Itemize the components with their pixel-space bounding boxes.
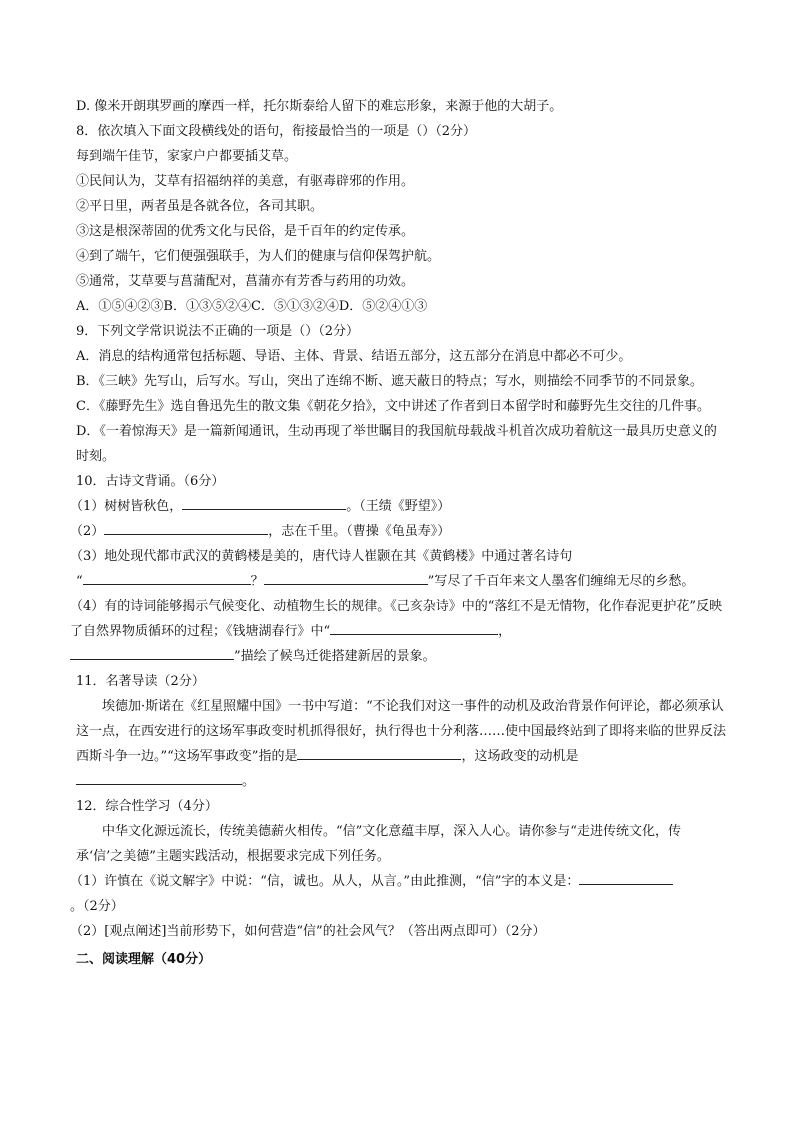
q9-option-a: A．消息的结构通常包括标题、导语、主体、背景、结语五部分，这五部分在消息中都必不可少。 bbox=[76, 349, 632, 364]
answer-blank[interactable] bbox=[297, 745, 461, 760]
q10-2-prefix: （2） bbox=[70, 524, 105, 539]
answer-blank[interactable] bbox=[83, 570, 251, 585]
q10-stem: 10．古诗文背诵。（6分） bbox=[76, 474, 225, 489]
q10-4-suffix: ”描绘了候鸟迁徙搭建新居的景象。 bbox=[234, 649, 436, 664]
document-page bbox=[70, 94, 727, 972]
answer-blank[interactable] bbox=[330, 620, 498, 635]
q11-text: 埃德加·斯诺在《红星照耀中国》一书中写道：“不论我们对这一事件的动机及政治背景作何评论，都必须承认这一点，在西安进行的这场军事政变时机抓得很好，执行得也十分利落……使中国最终站到了即将来临的世界反法西斯斗争一边。”“这场军事政变”指的是 bbox=[76, 699, 727, 764]
q12-1-suffix: 。（2分） bbox=[70, 899, 124, 914]
q10-4-line2 bbox=[70, 649, 436, 664]
q8-sentence-1: ①民间认为，艾草有招福纳祥的美意，有驱毒辟邪的作用。 bbox=[76, 174, 415, 189]
q12-task-1 bbox=[70, 869, 726, 919]
answer-blank[interactable] bbox=[76, 770, 242, 785]
open-quote: “ bbox=[76, 574, 83, 589]
answer-blank[interactable] bbox=[579, 870, 673, 885]
q10-4-text: （4）有的诗词能够揭示气候变化、动植物生长的规律。《己亥杂诗》中的“落红不是无情物，化作春泥更护花”反映了自然界物质循环的过程；《钱塘湖春行》中“ bbox=[70, 599, 723, 639]
q9-option-b: B．《三峡》先写山，后写水。写山，突出了连绵不断、遮天蔽日的特点；写水，则描绘不同季节的不同景象。 bbox=[76, 374, 704, 389]
q12-passage: 中华文化源远流长，传统美德薪火相传。“信”文化意蕴丰厚，深入人心。请你参与“走进传统文化，传承‘信’之美德”主题实践活动，根据要求完成下列任务。 bbox=[76, 824, 681, 864]
answer-blank[interactable] bbox=[70, 645, 234, 660]
q10-item-3: （3）地处现代都市武汉的黄鹤楼是美的，唐代诗人崔颢在其《黄鹤楼》中通过著名诗句 bbox=[70, 549, 573, 564]
q10-1-suffix: 。（王绩《野望》） bbox=[346, 499, 451, 514]
q8-stem: 8．依次填入下面文段横线处的语句，衔接最恰当的一项是（）（2分） bbox=[76, 124, 477, 139]
q8-context: 每到端午佳节，家家户户都要插艾草。 bbox=[76, 149, 298, 164]
q11-end: 。 bbox=[242, 774, 256, 789]
q10-item-1 bbox=[70, 494, 726, 519]
q10-3-suffix: ”写尽了千百年来文人墨客们缠绵无尽的乡愁。 bbox=[427, 574, 695, 589]
q11-passage bbox=[76, 694, 726, 794]
q9-option-c: C．《藤野先生》选自鲁迅先生的散文集《朝花夕拾》，文中讲述了作者到日本留学时和藤野先生交往的几件事。 bbox=[76, 399, 710, 414]
q8-sentence-2: ②平日里，两者虽是各就各位，各司其职。 bbox=[76, 199, 324, 214]
q8-sentence-5: ⑤通常，艾草要与菖蒲配对，菖蒲亦有芳香与药用的功效。 bbox=[76, 274, 415, 289]
q10-item-2 bbox=[70, 519, 726, 544]
q12-task-2: （2）[观点阐述]当前形势下，如何营造“信”的社会风气？（答出两点即可）（2分） bbox=[70, 924, 546, 939]
q11-stem: 11．名著导读（2分） bbox=[76, 674, 205, 689]
q9-stem: 9．下列文学常识说法不正确的一项是（）（2分） bbox=[76, 324, 360, 339]
section-heading-reading: 二、阅读理解（40分） bbox=[76, 952, 212, 967]
q10-2-suffix: ，志在千里。（曹操《龟虽寿》） bbox=[268, 524, 451, 539]
q12-stem: 12．综合性学习（4分） bbox=[76, 799, 218, 814]
q8-sentence-4: ④到了端午，它们便强强联手，为人们的健康与信仰保驾护航。 bbox=[76, 249, 441, 264]
q11-text-2: ，这场政变的动机是 bbox=[461, 749, 579, 764]
q8-sentence-3: ③这是根深蒂固的优秀文化与民俗，是千百年的约定传承。 bbox=[76, 224, 415, 239]
answer-blank[interactable] bbox=[104, 520, 268, 535]
q10-1-prefix: （1）树树皆秋色， bbox=[70, 499, 183, 514]
answer-blank[interactable] bbox=[182, 495, 346, 510]
q10-4-comma: ， bbox=[498, 624, 512, 639]
answer-blank[interactable] bbox=[264, 570, 428, 585]
q7-option-d: D. 像米开朗琪罗画的摩西一样，托尔斯泰给人留下的难忘形象，来源于他的大胡子。 bbox=[76, 99, 563, 114]
q12-1-text: （1）许慎在《说文解字》中说：“信，诚也。从人，从言。”由此推测，“信”字的本义是： bbox=[70, 874, 580, 889]
question-mark: ？ bbox=[250, 574, 264, 589]
q9-option-d: D．《一着惊海天》是一篇新闻通讯，生动再现了举世瞩目的我国航母载战斗机首次成功着航这一最具历史意义的时刻。 bbox=[76, 424, 717, 464]
q10-item-4 bbox=[70, 594, 726, 669]
q10-item-3-blanks bbox=[76, 569, 726, 594]
q8-options: A．①⑤④②③B．①③⑤②④C．⑤①③②④D．⑤②④①③ bbox=[76, 299, 428, 314]
